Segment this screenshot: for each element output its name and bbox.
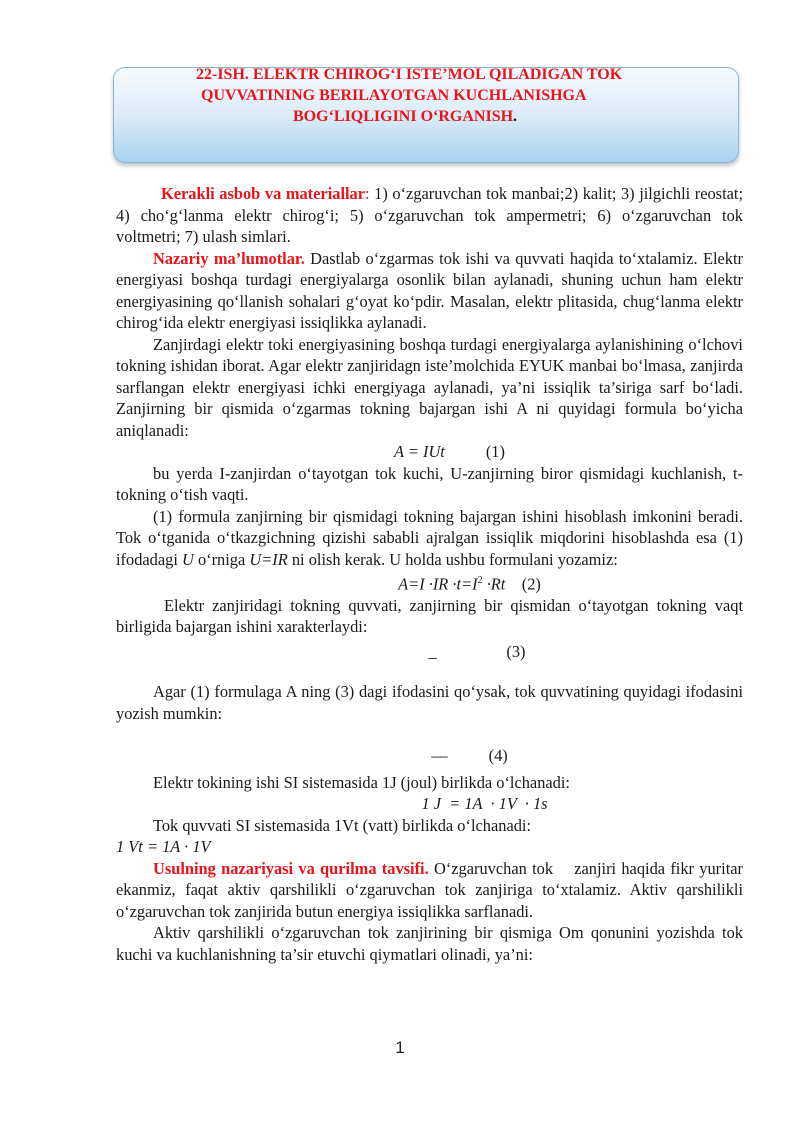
formula-2-expr-b: ·Rt [482,574,506,594]
materials-colon: : [365,184,370,203]
title-line-3-period: . [513,108,518,125]
p4-symbol-uir: U=IR [249,549,288,569]
formula-2-expr-a: A=I ·IR ·t=I [398,574,478,594]
theory-paragraph-6: Agar (1) formulaga A ning (3) dagi ifodasini qo‘ysak, tok quvvatining quyidagi ifodasini yozish mumkin: [116,682,743,723]
formula-1-expr: A = IUt [394,442,445,461]
formula-2-number: (2) [521,574,541,594]
theory-paragraph-7: Elektr tokining ishi SI sistemasida 1J (joul) birlikda o‘lchanadi: [153,772,570,792]
materials-heading: Kerakli asbob va materiallar [161,184,366,203]
method-text-1: O‘zgaruvchan tok zanjiri haqida fikr yuritar ekanmiz, faqat aktiv qarshilikli o‘zgaruvchan tok zanjiriga to‘xtalamiz. Aktiv qarshilikli o‘zgaruvchan tok zanjirida butun energiya issiqlikka sarflanadi. [116,858,748,921]
theory-paragraph-4 [116,506,743,571]
theory-paragraph-2: Zanjirdagi elektr toki energiyasining boshqa turdagi energiyalarga aylanishining o‘lchovi tokning ishidan iborat. Agar elektr zanjiridagn iste’molchida EYUK manbai bo‘lmasa, zanjirda sarflangan elektr energiyasi ichki energiyaga aylanadi, ya’ni issiqlik ta’siriga sarf bo‘ladi. Zanjirning bir qismida o‘zgarmas tokning bajargan ishi A ni quyidagi formula bo‘yicha aniqlanadi: [116,334,743,440]
method-paragraph-1 [116,858,748,923]
theory-heading: Nazariy ma’lumotlar. [153,248,305,268]
title-line-1: 22-ISH. ELEKTR CHIROG‘I ISTE’MOL QILADIGAN TOK [196,66,623,83]
formula-3-mark: _ [428,641,437,661]
method-paragraph-2: Aktiv qarshilikli o‘zgaruvchan tok zanjirining bir qismiga Om qonunini yozishda tok kuchi va kuchlanishning ta’sir etuvchi qiymatlari olinadi, ya’ni: [116,923,743,964]
materials-text: 1) o‘zgaruvchan tok manbai;2) kalit; 3) jilgichli reostat; 4) cho‘g‘lanma elektr chirog‘i; 5) o‘zgaruvchan tok ampermetri; 6) o‘zgaruvchan tok voltmetri; 7) ulash simlari. [116,184,744,246]
method-heading: Usulning nazariyasi va qurilma tavsifi. [153,858,429,878]
document-body [116,183,748,965]
formula-4 [116,745,743,767]
title-line-2: QUVVATINING BERILAYOTGAN KUCHLANISHGA [201,87,587,104]
formula-4-mark: — [431,746,448,766]
p4-text-a: (1) formula zanjirning bir qismidagi tokning bajargan ishini hisoblash imkonini beradi. Tok o‘tganida o‘tkazgichning qizishi sababli ajralgan issiqlik miqdorini hisoblashda esa (1) ifodadagi [116,506,743,569]
theory-text-1: Dastlab o‘zgarmas tok ishi va quvvati haqida to‘xtalamiz. Elektr energiyasi boshqa turdagi energiyalarga osonlik bilan aylanadi, shuning uchun ham elektr energiyasining qo‘llanish sohalari g‘oyat ko‘pdir. Masalan, elektr plitasida, chug‘lanma elektr chirog‘ida elektr energiyasi issiqlikka aylanadi. [116,248,743,332]
theory-paragraph-1 [116,248,743,334]
p4-symbol-u: U [182,549,194,569]
formula-6: 1 Vt = 1A · 1V [116,837,211,857]
title-line-3 [293,106,517,127]
formula-3-number: (3) [506,641,526,661]
formula-2-exponent: 2 [477,575,483,586]
formula-5: 1 J = 1A · 1V · 1s [421,794,548,814]
formula-4-number: (4) [488,746,508,766]
title-line-3-text: BOG‘LIQLIGINI O‘RGANISH [293,108,514,125]
materials-paragraph [116,183,743,248]
formula-1 [116,441,743,463]
theory-paragraph-3: bu yerda I-zanjirdan o‘tayotgan tok kuchi, U-zanjirning biror qismidagi kuchlanish, t-tokning o‘tish vaqti. [116,463,743,504]
theory-paragraph-8: Tok quvvati SI sistemasida 1Vt (vatt) birlikda o‘lchanadi: [153,815,532,835]
p4-text-c: ni olish kerak. U holda ushbu formulani yozamiz: [287,549,618,569]
formula-1-number: (1) [485,442,505,461]
formula-3 [116,641,743,663]
formula-2 [116,570,743,595]
p4-text-b: o‘rniga [193,549,250,569]
page-number: 1 [395,1038,405,1057]
theory-paragraph-5: Elektr zanjiridagi tokning quvvati, zanjirning bir qismidan o‘tayotgan tokning vaqt birligida bajargan ishini xarakterlaydi: [116,595,743,637]
